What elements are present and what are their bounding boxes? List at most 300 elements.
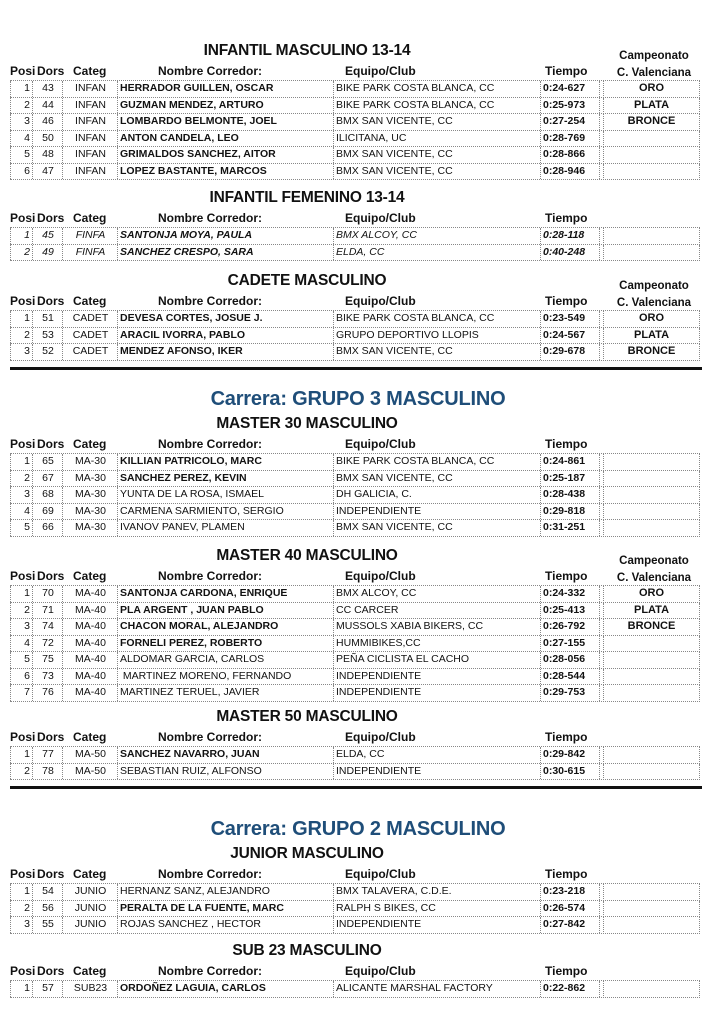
- medal-cell: [603, 453, 700, 471]
- campeonato-header-line2: C. Valenciana: [616, 297, 692, 309]
- table-row: [10, 917, 602, 934]
- team-club: BMX SAN VICENTE, CC: [333, 520, 540, 536]
- campeonato-header-line1: Campeonato: [619, 280, 689, 292]
- team-club: BMX SAN VICENTE, CC: [333, 114, 540, 130]
- category: MA-50: [62, 747, 118, 763]
- campeonato-header-line1: Campeonato: [619, 555, 689, 567]
- results-table: [10, 883, 602, 934]
- time: 0:25-187: [540, 471, 600, 487]
- dorsal: 50: [32, 131, 63, 147]
- header-nombre: Nombre Corredor:: [158, 964, 263, 978]
- medal-cell: ORO: [603, 310, 700, 328]
- header-categ: Categ: [73, 64, 107, 78]
- position: 1: [10, 311, 32, 327]
- time: 0:40-248: [540, 245, 600, 261]
- table-row: [10, 603, 602, 620]
- header-categ: Categ: [73, 294, 107, 308]
- medal-cell: [603, 147, 700, 164]
- category: INFAN: [62, 98, 118, 114]
- dorsal: 52: [32, 344, 63, 360]
- table-row: [10, 585, 602, 603]
- category: JUNIO: [62, 901, 118, 917]
- position: 3: [10, 487, 32, 503]
- rider-name: GRIMALDOS SANCHEZ, AITOR: [117, 147, 333, 163]
- time: 0:24-861: [540, 454, 600, 470]
- header-dors: Dors: [37, 569, 65, 583]
- category-section: [0, 815, 724, 934]
- medal-cell: BRONCE: [603, 114, 700, 131]
- team-club: BMX SAN VICENTE, CC: [333, 147, 540, 163]
- category: CADET: [62, 328, 118, 344]
- dorsal: 48: [32, 147, 63, 163]
- header-categ: Categ: [73, 730, 107, 744]
- dorsal: 65: [32, 454, 63, 470]
- table-row: [10, 746, 602, 764]
- header-equipo: Equipo/Club: [345, 867, 416, 881]
- team-club: ELDA, CC: [333, 245, 540, 261]
- position: 3: [10, 114, 32, 130]
- position: 2: [10, 98, 32, 114]
- table-row: [10, 883, 602, 901]
- medal-cell: [603, 164, 700, 181]
- medal-cell: BRONCE: [603, 344, 700, 361]
- dorsal: 49: [32, 245, 63, 261]
- table-row: [10, 764, 602, 781]
- header-categ: Categ: [73, 211, 107, 225]
- dorsal: 76: [32, 685, 63, 701]
- position: 5: [10, 147, 32, 163]
- position: 6: [10, 164, 32, 180]
- category: INFAN: [62, 114, 118, 130]
- medal-cell: [603, 685, 700, 702]
- team-club: BMX ALCOY, CC: [333, 586, 540, 602]
- position: 1: [10, 981, 32, 997]
- medal-cell: [603, 746, 700, 764]
- time: 0:29-678: [540, 344, 600, 360]
- results-table: [10, 746, 602, 780]
- time: 0:28-118: [540, 228, 600, 244]
- table-header: [0, 435, 724, 453]
- header-categ: Categ: [73, 437, 107, 451]
- time: 0:28-769: [540, 131, 600, 147]
- campeonato-column: [603, 310, 700, 361]
- header-posi: Posi: [10, 211, 36, 225]
- medal-cell: [603, 227, 700, 245]
- dorsal: 69: [32, 504, 63, 520]
- medal-cell: [603, 520, 700, 537]
- team-club: BIKE PARK COSTA BLANCA, CC: [333, 98, 540, 114]
- campeonato-column: [603, 227, 700, 261]
- table-row: [10, 471, 602, 488]
- medal-cell: [603, 471, 700, 488]
- time: 0:27-254: [540, 114, 600, 130]
- team-club: BMX SAN VICENTE, CC: [333, 344, 540, 360]
- time: 0:24-567: [540, 328, 600, 344]
- rider-name: SANTONJA CARDONA, ENRIQUE: [117, 586, 333, 602]
- team-club: DH GALICIA, C.: [333, 487, 540, 503]
- team-club: RALPH S BIKES, CC: [333, 901, 540, 917]
- header-equipo: Equipo/Club: [345, 294, 416, 308]
- header-posi: Posi: [10, 437, 36, 451]
- position: 1: [10, 228, 32, 244]
- header-equipo: Equipo/Club: [345, 569, 416, 583]
- category: MA-40: [62, 636, 118, 652]
- rider-name: ALDOMAR GARCIA, CARLOS: [117, 652, 333, 668]
- table-row: [10, 487, 602, 504]
- header-equipo: Equipo/Club: [345, 211, 416, 225]
- category: JUNIO: [62, 917, 118, 933]
- category-title: INFANTIL FEMENINO 13-14: [209, 189, 405, 206]
- header-posi: Posi: [10, 867, 36, 881]
- table-header: [0, 865, 724, 883]
- table-header: [0, 728, 724, 746]
- category-section: [0, 940, 724, 998]
- dorsal: 66: [32, 520, 63, 536]
- header-dors: Dors: [37, 730, 65, 744]
- medal-cell: [603, 669, 700, 686]
- rider-name: PLA ARGENT , JUAN PABLO: [117, 603, 333, 619]
- team-club: HUMMIBIKES,CC: [333, 636, 540, 652]
- dorsal: 54: [32, 884, 63, 900]
- header-posi: Posi: [10, 730, 36, 744]
- position: 1: [10, 81, 32, 97]
- category: MA-30: [62, 504, 118, 520]
- header-equipo: Equipo/Club: [345, 964, 416, 978]
- dorsal: 56: [32, 901, 63, 917]
- results-table: [10, 80, 602, 180]
- rider-name: MARTINEZ MORENO, FERNANDO: [117, 669, 333, 685]
- category: JUNIO: [62, 884, 118, 900]
- table-row: [10, 901, 602, 918]
- time: 0:24-627: [540, 81, 600, 97]
- time: 0:23-549: [540, 311, 600, 327]
- rider-name: SANCHEZ CRESPO, SARA: [117, 245, 333, 261]
- race-title: Carrera: GRUPO 2 MASCULINO: [210, 818, 506, 840]
- category-section: [0, 187, 724, 261]
- time: 0:23-218: [540, 884, 600, 900]
- header-equipo: Equipo/Club: [345, 64, 416, 78]
- header-nombre: Nombre Corredor:: [158, 569, 263, 583]
- campeonato-header: [598, 48, 710, 82]
- team-club: BMX SAN VICENTE, CC: [333, 471, 540, 487]
- campeonato-column: [603, 585, 700, 702]
- time: 0:26-574: [540, 901, 600, 917]
- category-title: SUB 23 MASCULINO: [232, 942, 382, 959]
- rider-name: YUNTA DE LA ROSA, ISMAEL: [117, 487, 333, 503]
- team-club: PEÑA CICLISTA EL CACHO: [333, 652, 540, 668]
- rider-name: KILLIAN PATRICOLO, MARC: [117, 454, 333, 470]
- team-club: INDEPENDIENTE: [333, 669, 540, 685]
- table-row: [10, 669, 602, 686]
- rider-name: SANCHEZ PEREZ, KEVIN: [117, 471, 333, 487]
- position: 2: [10, 471, 32, 487]
- team-club: INDEPENDIENTE: [333, 917, 540, 933]
- position: 2: [10, 245, 32, 261]
- category: INFAN: [62, 131, 118, 147]
- time: 0:22-862: [540, 981, 600, 997]
- dorsal: 72: [32, 636, 63, 652]
- medal-cell: PLATA: [603, 98, 700, 115]
- campeonato-header-line2: C. Valenciana: [616, 572, 692, 584]
- time: 0:31-251: [540, 520, 600, 536]
- category: MA-40: [62, 603, 118, 619]
- medal-cell: [603, 980, 700, 998]
- table-row: [10, 980, 602, 998]
- header-tiempo: Tiempo: [545, 569, 588, 583]
- medal-cell: [603, 917, 700, 934]
- race-title: Carrera: GRUPO 3 MASCULINO: [210, 388, 506, 410]
- position: 3: [10, 344, 32, 360]
- position: 1: [10, 747, 32, 763]
- time: 0:28-438: [540, 487, 600, 503]
- results-table: [10, 310, 602, 361]
- category-section: [0, 385, 724, 537]
- time: 0:28-866: [540, 147, 600, 163]
- header-posi: Posi: [10, 294, 36, 308]
- medal-cell: [603, 883, 700, 901]
- category-section: [0, 40, 724, 180]
- team-club: CC CARCER: [333, 603, 540, 619]
- category-title: MASTER 30 MASCULINO: [216, 415, 398, 432]
- dorsal: 75: [32, 652, 63, 668]
- header-equipo: Equipo/Club: [345, 437, 416, 451]
- category: CADET: [62, 344, 118, 360]
- dorsal: 43: [32, 81, 63, 97]
- time: 0:28-946: [540, 164, 600, 180]
- header-tiempo: Tiempo: [545, 867, 588, 881]
- table-row: [10, 652, 602, 669]
- category: INFAN: [62, 81, 118, 97]
- dorsal: 46: [32, 114, 63, 130]
- category-title: INFANTIL MASCULINO 13-14: [203, 42, 411, 59]
- category-section: [0, 545, 724, 702]
- table-row: [10, 114, 602, 131]
- table-row: [10, 310, 602, 328]
- time: 0:25-973: [540, 98, 600, 114]
- header-categ: Categ: [73, 964, 107, 978]
- header-tiempo: Tiempo: [545, 211, 588, 225]
- rider-name: HERRADOR GUILLEN, OSCAR: [117, 81, 333, 97]
- header-dors: Dors: [37, 867, 65, 881]
- medal-cell: [603, 131, 700, 148]
- header-categ: Categ: [73, 569, 107, 583]
- medal-cell: BRONCE: [603, 619, 700, 636]
- rider-name: SANCHEZ NAVARRO, JUAN: [117, 747, 333, 763]
- category: MA-50: [62, 764, 118, 780]
- position: 2: [10, 328, 32, 344]
- table-header: [0, 962, 724, 980]
- medal-cell: [603, 652, 700, 669]
- campeonato-column: [603, 453, 700, 537]
- campeonato-header: [598, 553, 710, 587]
- header-posi: Posi: [10, 569, 36, 583]
- rider-name: MARTINEZ TERUEL, JAVIER: [117, 685, 333, 701]
- medal-cell: PLATA: [603, 603, 700, 620]
- table-header: [0, 209, 724, 227]
- table-row: [10, 328, 602, 345]
- table-row: [10, 520, 602, 537]
- dorsal: 47: [32, 164, 63, 180]
- medal-cell: [603, 901, 700, 918]
- position: 2: [10, 901, 32, 917]
- time: 0:24-332: [540, 586, 600, 602]
- category: INFAN: [62, 147, 118, 163]
- rider-name: HERNANZ SANZ, ALEJANDRO: [117, 884, 333, 900]
- time: 0:29-753: [540, 685, 600, 701]
- results-table: [10, 980, 602, 998]
- category: MA-40: [62, 669, 118, 685]
- campeonato-header-line1: Campeonato: [619, 50, 689, 62]
- campeonato-column: [603, 980, 700, 998]
- rider-name: CHACON MORAL, ALEJANDRO: [117, 619, 333, 635]
- header-nombre: Nombre Corredor:: [158, 867, 263, 881]
- table-row: [10, 344, 602, 361]
- table-row: [10, 164, 602, 181]
- category: FINFA: [62, 228, 118, 244]
- rider-name: SEBASTIAN RUIZ, ALFONSO: [117, 764, 333, 780]
- position: 4: [10, 636, 32, 652]
- rider-name: DEVESA CORTES, JOSUE J.: [117, 311, 333, 327]
- category-title: CADETE MASCULINO: [227, 272, 387, 289]
- medal-cell: [603, 764, 700, 781]
- dorsal: 67: [32, 471, 63, 487]
- table-row: [10, 80, 602, 98]
- dorsal: 78: [32, 764, 63, 780]
- rider-name: IVANOV PANEV, PLAMEN: [117, 520, 333, 536]
- team-club: INDEPENDIENTE: [333, 764, 540, 780]
- table-row: [10, 504, 602, 521]
- campeonato-column: [603, 883, 700, 934]
- team-club: BMX ALCOY, CC: [333, 228, 540, 244]
- medal-cell: PLATA: [603, 328, 700, 345]
- category: MA-40: [62, 652, 118, 668]
- position: 1: [10, 586, 32, 602]
- header-posi: Posi: [10, 964, 36, 978]
- results-table: [10, 227, 602, 261]
- header-dors: Dors: [37, 211, 65, 225]
- category: MA-40: [62, 619, 118, 635]
- header-nombre: Nombre Corredor:: [158, 64, 263, 78]
- dorsal: 74: [32, 619, 63, 635]
- table-row: [10, 98, 602, 115]
- position: 1: [10, 884, 32, 900]
- team-club: ALICANTE MARSHAL FACTORY: [333, 981, 540, 997]
- header-nombre: Nombre Corredor:: [158, 294, 263, 308]
- category: INFAN: [62, 164, 118, 180]
- time: 0:29-818: [540, 504, 600, 520]
- table-row: [10, 453, 602, 471]
- rider-name: ROJAS SANCHEZ , HECTOR: [117, 917, 333, 933]
- dorsal: 71: [32, 603, 63, 619]
- time: 0:28-056: [540, 652, 600, 668]
- rider-name: LOMBARDO BELMONTE, JOEL: [117, 114, 333, 130]
- header-equipo: Equipo/Club: [345, 730, 416, 744]
- campeonato-column: [603, 746, 700, 780]
- position: 3: [10, 619, 32, 635]
- rider-name: SANTONJA MOYA, PAULA: [117, 228, 333, 244]
- rider-name: GUZMAN MENDEZ, ARTURO: [117, 98, 333, 114]
- time: 0:25-413: [540, 603, 600, 619]
- team-club: BIKE PARK COSTA BLANCA, CC: [333, 311, 540, 327]
- rider-name: FORNELI PEREZ, ROBERTO: [117, 636, 333, 652]
- rider-name: PERALTA DE LA FUENTE, MARC: [117, 901, 333, 917]
- category: SUB23: [62, 981, 118, 997]
- rider-name: CARMENA SARMIENTO, SERGIO: [117, 504, 333, 520]
- position: 4: [10, 131, 32, 147]
- team-club: BMX SAN VICENTE, CC: [333, 164, 540, 180]
- position: 1: [10, 454, 32, 470]
- section-divider: [10, 367, 702, 370]
- time: 0:27-155: [540, 636, 600, 652]
- header-tiempo: Tiempo: [545, 294, 588, 308]
- category: MA-30: [62, 520, 118, 536]
- team-club: INDEPENDIENTE: [333, 504, 540, 520]
- team-club: INDEPENDIENTE: [333, 685, 540, 701]
- header-dors: Dors: [37, 64, 65, 78]
- time: 0:30-615: [540, 764, 600, 780]
- category: MA-30: [62, 487, 118, 503]
- category-section: [0, 270, 724, 370]
- category: FINFA: [62, 245, 118, 261]
- medal-cell: ORO: [603, 80, 700, 98]
- header-dors: Dors: [37, 294, 65, 308]
- header-dors: Dors: [37, 437, 65, 451]
- dorsal: 68: [32, 487, 63, 503]
- table-row: [10, 147, 602, 164]
- header-nombre: Nombre Corredor:: [158, 437, 263, 451]
- results-table: [10, 453, 602, 537]
- category: MA-40: [62, 685, 118, 701]
- table-row: [10, 636, 602, 653]
- team-club: MUSSOLS XABIA BIKERS, CC: [333, 619, 540, 635]
- campeonato-header-line2: C. Valenciana: [616, 67, 692, 79]
- medal-cell: [603, 504, 700, 521]
- category-title: JUNIOR MASCULINO: [230, 845, 384, 862]
- rider-name: ORDOÑEZ LAGUIA, CARLOS: [117, 981, 333, 997]
- time: 0:27-842: [540, 917, 600, 933]
- rider-name: ANTON CANDELA, LEO: [117, 131, 333, 147]
- header-tiempo: Tiempo: [545, 437, 588, 451]
- position: 6: [10, 669, 32, 685]
- table-row: [10, 227, 602, 245]
- team-club: ILICITANA, UC: [333, 131, 540, 147]
- team-club: BMX TALAVERA, C.D.E.: [333, 884, 540, 900]
- dorsal: 45: [32, 228, 63, 244]
- campeonato-column: [603, 80, 700, 180]
- time: 0:29-842: [540, 747, 600, 763]
- dorsal: 44: [32, 98, 63, 114]
- team-club: BIKE PARK COSTA BLANCA, CC: [333, 454, 540, 470]
- header-tiempo: Tiempo: [545, 64, 588, 78]
- position: 2: [10, 764, 32, 780]
- table-row: [10, 685, 602, 702]
- dorsal: 55: [32, 917, 63, 933]
- medal-cell: [603, 636, 700, 653]
- results-table: [10, 585, 602, 702]
- team-club: ELDA, CC: [333, 747, 540, 763]
- header-nombre: Nombre Corredor:: [158, 730, 263, 744]
- table-row: [10, 131, 602, 148]
- campeonato-header: [598, 278, 710, 312]
- category: MA-30: [62, 454, 118, 470]
- medal-cell: [603, 245, 700, 262]
- rider-name: ARACIL IVORRA, PABLO: [117, 328, 333, 344]
- category-title: MASTER 40 MASCULINO: [216, 547, 398, 564]
- time: 0:28-544: [540, 669, 600, 685]
- category: CADET: [62, 311, 118, 327]
- dorsal: 73: [32, 669, 63, 685]
- team-club: BIKE PARK COSTA BLANCA, CC: [333, 81, 540, 97]
